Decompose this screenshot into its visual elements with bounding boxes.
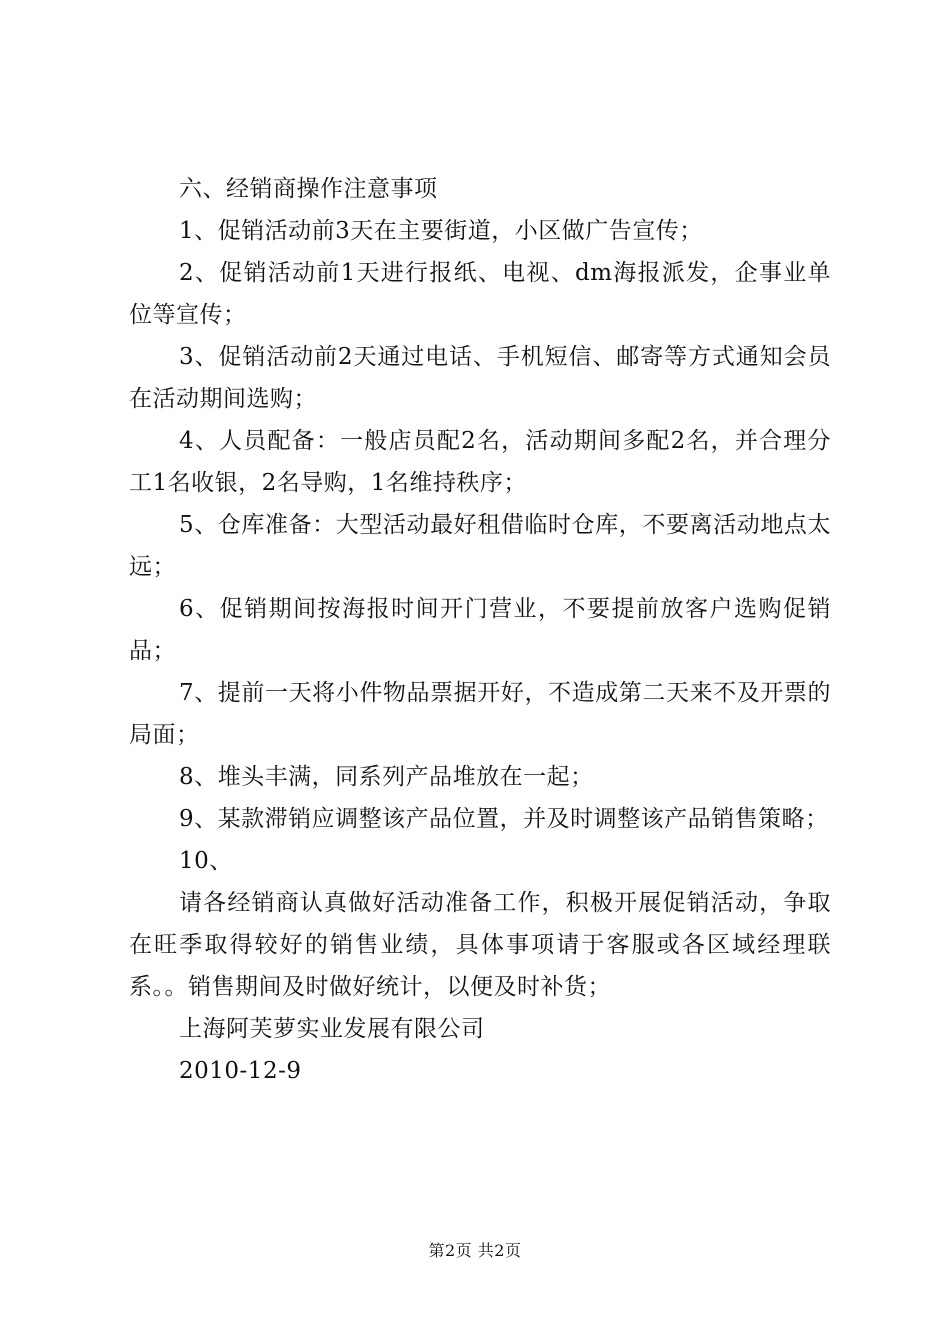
closing-paragraph: 请各经销商认真做好活动准备工作，积极开展促销活动，争取在旺季取得较好的销售业绩，具体事项请于客服或各区域经理联系。。销售期间及时做好统计，以便及时补货； bbox=[129, 890, 831, 1000]
document-date: 2010-12-9 bbox=[179, 1058, 302, 1084]
list-item: 5、仓库准备：大型活动最好租借临时仓库，不要离活动地点太远； bbox=[129, 512, 831, 580]
company-name: 上海阿芙萝实业发展有限公司 bbox=[179, 1016, 485, 1042]
list-item: 2、促销活动前1天进行报纸、电视、dm海报派发，企事业单位等宣传； bbox=[129, 260, 831, 328]
page-footer: 第2页 共2页 bbox=[428, 1241, 522, 1260]
list-item: 6、促销期间按海报时间开门营业，不要提前放客户选购促销品； bbox=[129, 596, 831, 664]
list-item: 7、提前一天将小件物品票据开好，不造成第二天来不及开票的局面； bbox=[129, 680, 831, 748]
section-heading: 六、经销商操作注意事项 bbox=[179, 176, 438, 202]
list-item: 3、促销活动前2天通过电话、手机短信、邮寄等方式通知会员在活动期间选购； bbox=[129, 344, 831, 412]
list-item: 1、促销活动前3天在主要街道，小区做广告宣传； bbox=[179, 218, 703, 244]
list-item: 4、人员配备：一般店员配2名，活动期间多配2名，并合理分工1名收银，2名导购，1名维持秩序； bbox=[129, 428, 831, 496]
list-item: 8、堆头丰满，同系列产品堆放在一起； bbox=[179, 764, 594, 790]
list-item: 10、 bbox=[179, 848, 233, 874]
document-body bbox=[129, 168, 831, 1092]
list-item: 9、某款滞销应调整该产品位置，并及时调整该产品销售策略； bbox=[179, 806, 829, 832]
